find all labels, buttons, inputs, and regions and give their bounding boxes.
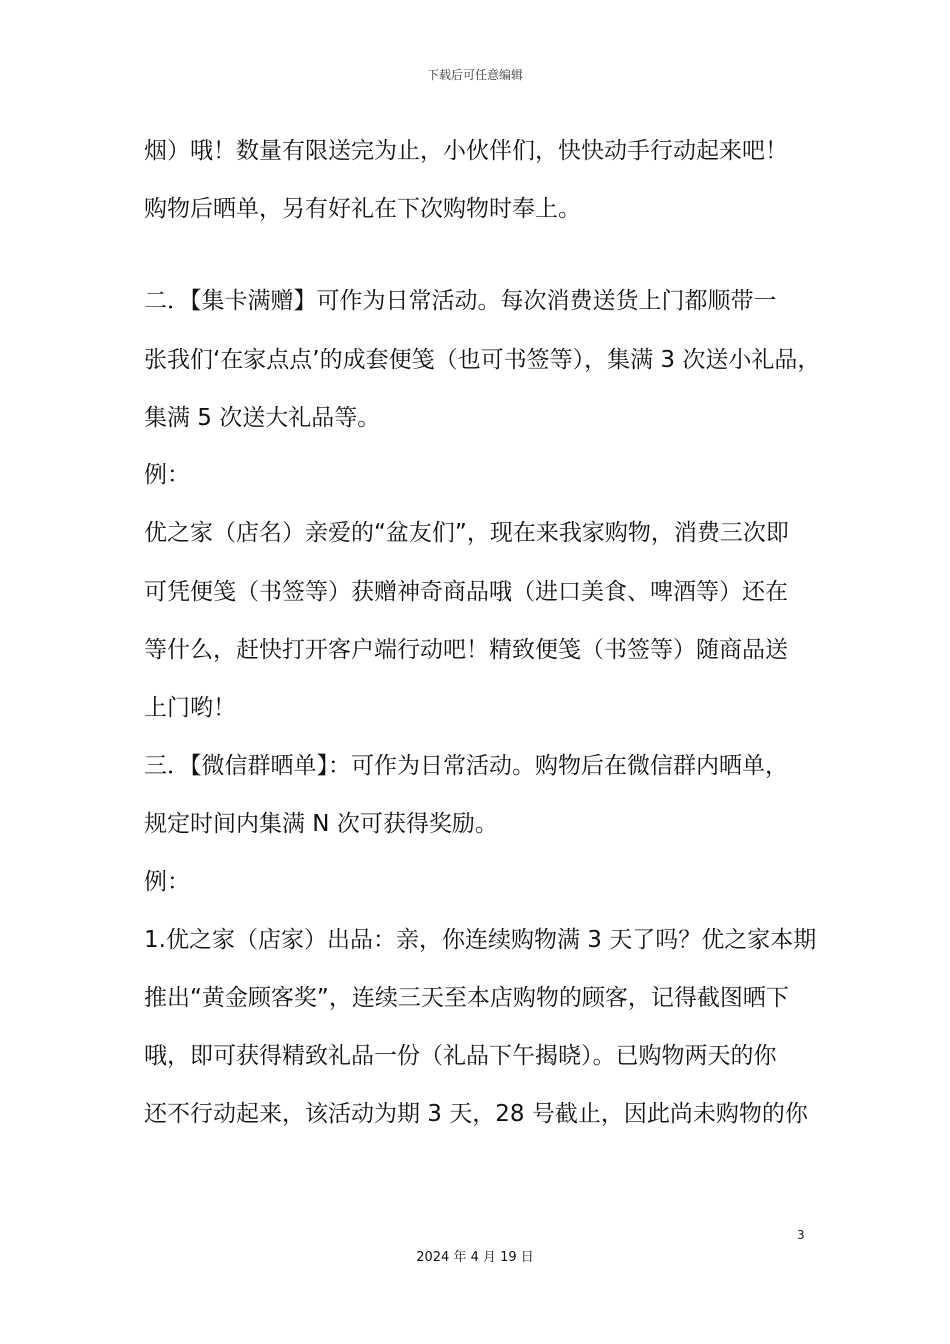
text-line: 1.优之家（店家）出品：亲，你连续购物满 3 天了吗？优之家本期 <box>144 927 817 953</box>
text-line: 例： <box>144 462 190 488</box>
text-line: 还不行动起来，该活动为期 3 天，28 号截止，因此尚未购物的你 <box>144 1101 808 1127</box>
text-line: 哦，即可获得精致礼品一份（礼品下午揭晓）。已购物两天的你 <box>144 1043 777 1069</box>
text-line: 二．【集卡满赠】可作为日常活动。每次消费送货上门都顺带一 <box>144 288 777 314</box>
text-line: 可凭便笺（书签等）获赠神奇商品哦（进口美食、啤酒等）还在 <box>144 579 788 605</box>
text-line: 推出“黄金顾客奖”，连续三天至本店购物的顾客，记得截图晒下 <box>144 985 789 1011</box>
page-header: 下载后可任意编辑 <box>426 68 523 82</box>
text-line: 张我们‘在家点点’的成套便笺（也可书签等），集满 3 次送小礼品， <box>144 347 821 373</box>
text-line: 烟）哦！数量有限送完为止，小伙伴们，快快动手行动起来吧！ <box>144 138 788 164</box>
text-line: 例： <box>144 869 190 895</box>
text-line: 三．【微信群晒单】：可作为日常活动。购物后在微信群内晒单， <box>144 753 788 779</box>
text-line: 购物后晒单，另有好礼在下次购物时奉上。 <box>144 196 581 222</box>
text-line: 规定时间内集满 N 次可获得奖励。 <box>144 811 498 837</box>
text-line: 优之家（店名）亲爱的“盆友们”，现在来我家购物，消费三次即 <box>144 520 789 546</box>
text-line: 上门哟！ <box>144 695 236 721</box>
text-line: 集满 5 次送大礼品等。 <box>144 405 381 431</box>
page-number: 3 <box>797 1228 805 1242</box>
footer-date: 2024 年 4 月 19 日 <box>416 1250 534 1265</box>
text-line: 等什么，赶快打开客户端行动吧！精致便笺（书签等）随商品送 <box>144 637 788 663</box>
